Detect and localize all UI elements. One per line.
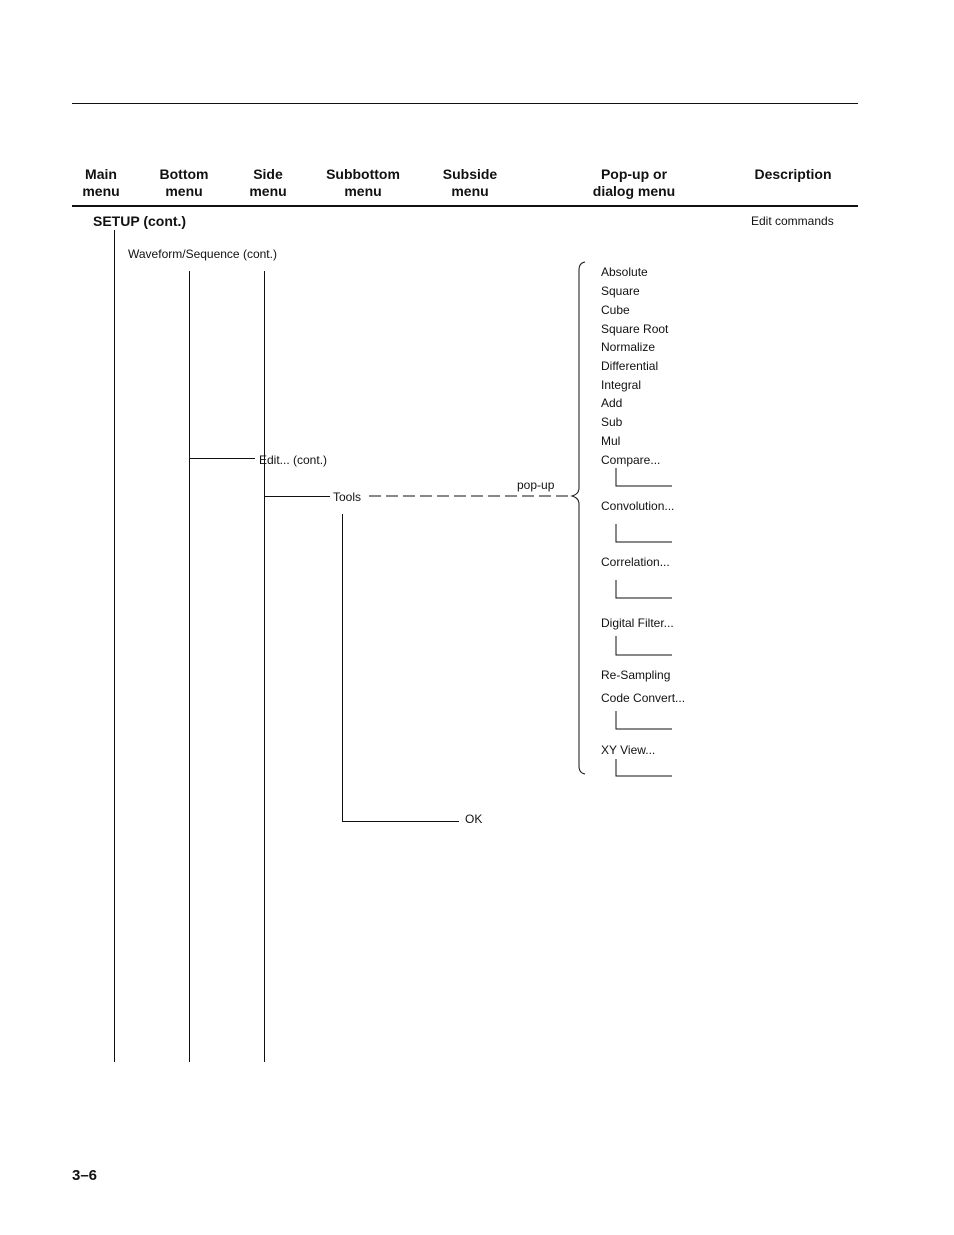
subbottom-item-tools: Tools <box>333 490 362 504</box>
popup-item-differential: Differential <box>601 359 659 373</box>
dialog-marker-compare <box>616 468 672 486</box>
subside-item-ok: OK <box>465 812 483 826</box>
popup-item-correlation: Correlation... <box>601 555 670 569</box>
header-main-menu: Main menu <box>82 166 120 199</box>
popup-item-code-convert: Code Convert... <box>601 691 686 705</box>
dialog-marker-code-convert <box>616 711 672 729</box>
popup-item-re-sampling: Re-Sampling <box>601 668 671 682</box>
header-side-menu: Side menu <box>249 166 287 199</box>
popup-item-cube: Cube <box>601 303 630 317</box>
description-text: Edit commands <box>751 214 834 228</box>
bottom-item-waveform-sequence: Waveform/Sequence (cont.) <box>128 247 277 261</box>
popup-item-convolution: Convolution... <box>601 499 675 513</box>
header-description: Description <box>754 166 832 182</box>
popup-label: pop-up <box>517 478 555 492</box>
section-title: SETUP (cont.) <box>93 213 187 229</box>
dialog-marker-digital-filter <box>616 636 672 655</box>
popup-item-square: Square <box>601 284 640 298</box>
header-popup-menu: Pop-up or dialog menu <box>592 166 676 199</box>
header-subbottom-menu: Subbottom menu <box>326 166 400 199</box>
popup-item-normalize: Normalize <box>601 340 656 354</box>
popup-item-add: Add <box>601 396 623 410</box>
popup-item-xy-view: XY View... <box>601 743 656 757</box>
popup-item-integral: Integral <box>601 378 642 392</box>
page-number: 3–6 <box>72 1167 98 1184</box>
popup-item-compare: Compare... <box>601 453 661 467</box>
popup-item-mul: Mul <box>601 434 621 448</box>
dialog-marker-xy-view <box>616 759 672 776</box>
header-subside-menu: Subside menu <box>442 166 498 199</box>
header-bottom-menu: Bottom menu <box>159 166 209 199</box>
dialog-marker-convolution <box>616 524 672 542</box>
popup-item-sub: Sub <box>601 415 623 429</box>
dialog-marker-correlation <box>616 580 672 598</box>
popup-item-absolute: Absolute <box>601 265 648 279</box>
popup-item-square-root: Square Root <box>601 322 669 336</box>
side-item-edit: Edit... (cont.) <box>259 453 328 467</box>
popup-item-digital-filter: Digital Filter... <box>601 616 674 630</box>
